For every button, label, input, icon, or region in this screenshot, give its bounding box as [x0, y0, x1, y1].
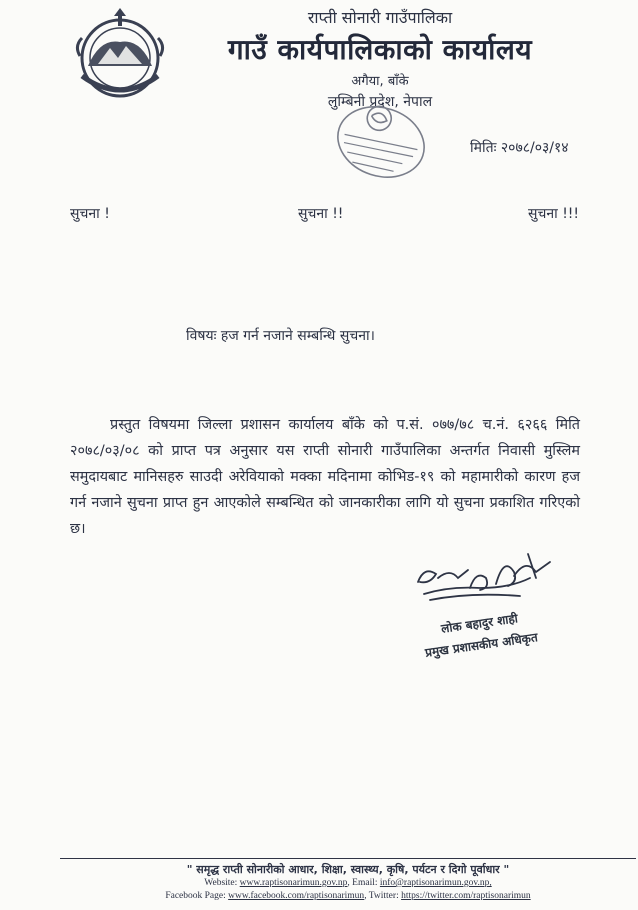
notice-label-1: सुचना ! [70, 206, 110, 222]
website-link[interactable]: www.raptisonarimun.gov.np [239, 878, 348, 888]
footer-divider [60, 858, 636, 859]
facebook-label: Facebook Page: [165, 891, 226, 901]
nepal-emblem-icon [70, 8, 170, 100]
handwritten-signature-icon [410, 548, 560, 614]
footer-social-line [60, 891, 636, 901]
office-seal-stamp-icon [320, 92, 442, 192]
facebook-link[interactable]: www.facebook.com/raptisonarimun [228, 891, 365, 901]
body-paragraph: प्रस्तुत विषयमा जिल्ला प्रशासन कार्यालय बाँके को प.सं. ०७७/७८ च.नं. ६२६६ मिति २०७८/०३/०८ को प्राप्त पत्र अनुसार यस राप्ती सोनारी गाउँपालिका अन्तर्गत निवासी मुस्लिम समुदायबाट मानिसहरु साउदी अरेवियाको मक्का मदिनामा कोभिड-१९ को महामारीको कारण हज गर्न नजाने सुचना प्राप्त हुन आएकोले सम्बन्धित को जानकारीका लागि यो सुचना प्रकाशित गरिएको छ। [70, 417, 580, 537]
office-location: अगैया, बाँके [351, 74, 409, 89]
office-province: लुम्बिनी प्रदेश, नेपाल [327, 94, 433, 110]
letter-body [70, 412, 580, 542]
twitter-link[interactable]: https://twitter.com/raptisonarimun [401, 891, 531, 901]
signatory-name: लोक बहादुर शाही [440, 611, 519, 636]
footer-slogan: " समृद्ध राप्ती सोनारीको आधार, शिक्षा, स्वास्थ्य, कृषि, पर्यटन र दिगो पूर्वाधार " [186, 863, 510, 876]
letter-date: मितिः २०७८/०३/१४ [470, 140, 569, 156]
office-title: गाउँ कार्यपालिकाको कार्यालय [227, 33, 533, 66]
notice-label-3: सुचना !!! [528, 206, 580, 222]
letter-subject: विषयः हज गर्न नजाने सम्बन्धि सुचना। [186, 328, 375, 344]
website-label: Website: [204, 878, 238, 888]
email-link[interactable]: info@raptisonarimun.gov.np, [379, 878, 492, 888]
email-label: , Email: [347, 878, 378, 888]
municipality-name: राप्ती सोनारी गाउँपालिका [307, 8, 453, 27]
footer-contact-line [60, 878, 636, 888]
signatory-title: प्रमुख प्रशासकीय अधिकृत [424, 630, 539, 660]
notice-label-2: सुचना !! [298, 206, 344, 222]
twitter-label: , Twitter: [364, 891, 399, 901]
